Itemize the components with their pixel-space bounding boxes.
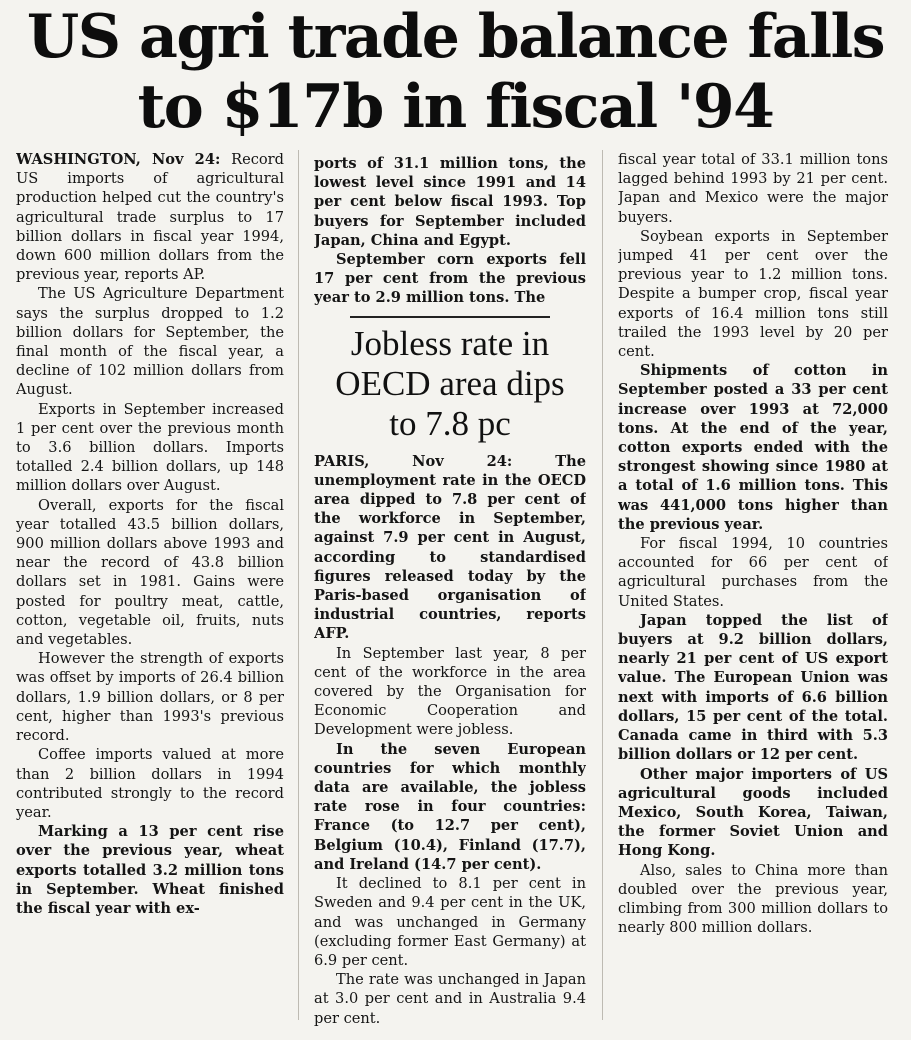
paragraph: Other major importers of US agricultural goods included Mexico, South Korea, Taiwan, the former Soviet Union and Hong Kong. [618,765,888,860]
paragraph: WASHINGTON, Nov 24: Record US imports of agricultural production helped cut the country's agricultural trade surplus to 17 billion dollars in fiscal year 1994, down 600 million dollars from the previous year, reports AP. [16,151,284,284]
paragraph: The rate was unchanged in Japan at 3.0 per cent and in Australia 9.4 per cent. [314,971,586,1027]
section-rule [350,316,550,318]
paragraph: Exports in September increased 1 per cent over the previous month to 3.6 billion dollars. Imports totalled 2.4 billion dollars, up 148 million dollars over August. [16,400,284,495]
paragraph: For fiscal 1994, 10 countries accounted for 66 per cent of agricultural purchases from the United States. [618,535,888,610]
paragraph: ports of 31.1 million tons, the lowest level since 1991 and 14 per cent below fiscal 1993. Top buyers for September included Japan, China and Egypt. [314,155,586,249]
headline [0,2,911,142]
sidebar-headline: Jobless rate in OECD area dips to 7.8 pc [335,323,565,443]
paragraph: Shipments of cotton in September posted a 33 per cent increase over 1993 at 72,000 tons. At the end of the year, cotton exports ended with the strongest showing since 1980 at a total of 1.6 million tons. This was 441,000 tons higher than the previous year. [618,362,888,533]
column-2 [314,154,586,1028]
paragraph: Japan topped the list of buyers at 9.2 billion dollars, nearly 21 per cent of US export value. The European Union was next with imports of 6.6 billion dollars, 15 per cent of the total. Canada came in third with 5.3 billion dollars or 12 per cent. [618,611,888,764]
paragraph: Marking a 13 per cent rise over the previous year, wheat exports totalled 3.2 million tons in September. Wheat finished the fiscal year with ex- [16,823,284,917]
paragraph: PARIS, Nov 24: The unemployment rate in the OECD area dipped to 7.8 per cent of the workforce in September, against 7.9 per cent in August, according to standardised figures released today by the Paris-based organisation of industrial countries, reports AFP. [314,452,586,643]
paragraph: However the strength of exports was offset by imports of 26.4 billion dollars, 1.9 billion dollars, or 8 per cent, higher than 1993's previous record. [16,650,284,745]
paragraph: In the seven European countries for which monthly data are available, the jobless rate rose in four countries: France (to 12.7 per cent), Belgium (10.4), Finland (17.7), and Ireland (14.7 per cent). [314,740,586,873]
paragraph: September corn exports fell 17 per cent from the previous year to 2.9 million tons. The [314,251,586,307]
paragraph: Also, sales to China more than doubled over the previous year, climbing from 300 million dollars to nearly 800 million dollars. [618,861,888,937]
paragraph: In September last year, 8 per cent of the workforce in the area covered by the Organisation for Economic Cooperation and Development were jobless. [314,644,586,739]
column-1 [16,150,284,918]
column-divider [298,150,299,1020]
dateline: WASHINGTON, Nov 24: [16,151,221,168]
paragraph: Soybean exports in September jumped 41 per cent over the previous year to 1.2 million tons. Despite a bumper crop, fiscal year exports of 16.4 million tons still trailed the 1993 level by 20 per cent. [618,227,888,361]
sidebar-dateline: PARIS, Nov 24: [314,452,513,470]
column-3 [618,150,888,937]
headline-line-1: US agri trade balance falls [26,2,885,72]
paragraph: Coffee imports valued at more than 2 billion dollars in 1994 contributed strongly to the record year. [16,746,284,821]
column-divider [602,150,603,1020]
paragraph: fiscal year total of 33.1 million tons lagged behind 1993 by 21 per cent. Japan and Mexico were the major buyers. [618,151,888,226]
headline-line-2: to $17b in fiscal '94 [137,72,774,142]
paragraph: Overall, exports for the fiscal year totalled 43.5 billion dollars, 900 million dollars above 1993 and near the record of 43.8 billion dollars set in 1981. Gains were posted for poultry meat, cattle, cotton, vegetable oil, fruits, nuts and vegetables. [16,496,284,649]
paragraph: The US Agriculture Department says the surplus dropped to 1.2 billion dollars for September, the final month of the fiscal year, a decline of 102 million dollars from August. [16,285,284,399]
paragraph: It declined to 8.1 per cent in Sweden and 9.4 per cent in the UK, and was unchanged in Germany (excluding former East Germany) at 6.9 per cent. [314,875,586,969]
